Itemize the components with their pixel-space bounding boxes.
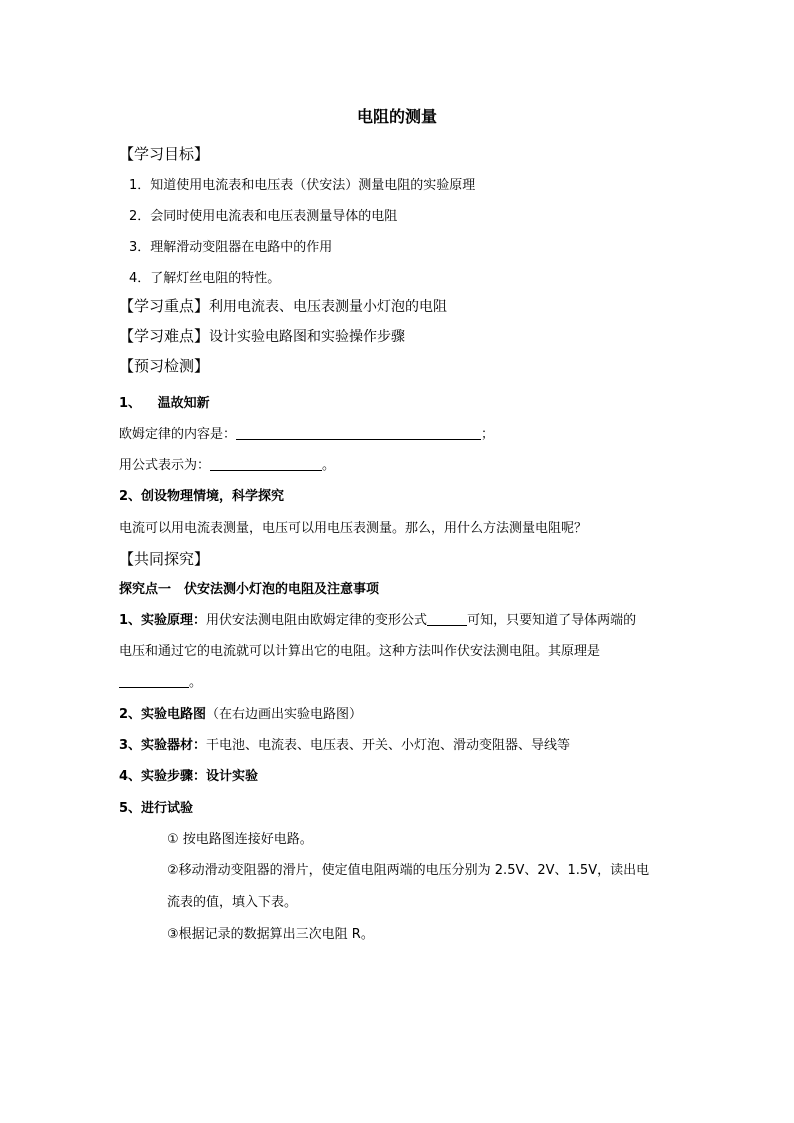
explore-point-title: 探究点一 伏安法测小灯泡的电阻及注意事项 [119,582,380,597]
materials-text: 干电池、电流表、电压表、开关、小灯泡、滑动变阻器、导线等 [206,738,571,753]
step-2-line-2: 流表的值，填入下表。 [167,895,298,910]
principle-line-2: 电压和通过它的电流就可以计算出它的电阻。这种方法叫作伏安法测电阻。其原理是 [119,644,601,659]
formula-end: 。 [322,458,336,473]
objective-2: 2．会同时使用电流表和电压表测量导体的电阻 [129,209,398,224]
principle-end: 。 [189,675,203,690]
steps-label: 4、实验步骤：设计实验 [119,769,259,784]
principle-text-2: 可知，只要知道了导体两端的 [467,613,637,628]
review-number: 1、 [119,396,142,411]
step-3: ③根据记录的数据算出三次电阻 R。 [167,927,374,942]
focus-label: 【学习重点】 [119,297,210,315]
step-1: ① 按电路图连接好电路。 [167,832,313,847]
materials-line [119,736,570,756]
formula-blank[interactable] [210,456,322,471]
step-2-line-1: ②移动滑动变阻器的滑片，使定值电阻两端的电压分别为 2.5V、2V、1.5V，读出电 [167,863,650,878]
objective-3: 3．理解滑动变阻器在电路中的作用 [129,240,333,255]
materials-label: 3、实验器材： [119,738,207,753]
review-title: 温故知新 [157,396,210,411]
formula-variant-blank[interactable] [427,611,467,626]
difficulty-line [119,326,405,347]
formula-line [119,456,335,476]
ohm-law-label: 欧姆定律的内容是： [119,427,237,442]
circuit-label: 2、实验电路图 [119,707,207,722]
experiment-label: 5、进行试验 [119,801,194,816]
objective-4: 4．了解灯丝电阻的特性。 [129,271,281,286]
explore-header: 【共同探究】 [119,550,210,568]
principle-label: 1、实验原理： [119,613,207,628]
scenario-title: 2、创设物理情境，科学探究 [119,489,285,504]
principle-blank[interactable] [119,673,189,688]
formula-label: 用公式表示为： [119,458,211,473]
circuit-line [119,705,362,725]
difficulty-label: 【学习难点】 [119,327,210,345]
page-title: 电阻的测量 [356,107,437,126]
focus-line [119,296,447,317]
principle-text-1: 用伏安法测电阻由欧姆定律的变形公式 [206,613,428,628]
circuit-text: （在右边画出实验电路图） [206,707,363,722]
review-heading [119,394,210,414]
principle-line-1 [119,611,636,631]
objectives-header: 【学习目标】 [119,145,210,163]
principle-line-3 [119,673,202,693]
difficulty-text: 设计实验电路图和实验操作步骤 [209,329,406,345]
objective-1: 1．知道使用电流表和电压表（伏安法）测量电阻的实验原理 [129,178,476,193]
scenario-text: 电流可以用电流表测量，电压可以用电压表测量。那么，用什么方法测量电阻呢？ [119,521,588,536]
ohm-law-blank[interactable] [236,425,481,440]
preview-header: 【预习检测】 [119,357,210,375]
focus-text: 利用电流表、电压表测量小灯泡的电阻 [209,299,448,315]
ohm-law-line [119,425,494,445]
ohm-law-end: ； [481,427,495,442]
